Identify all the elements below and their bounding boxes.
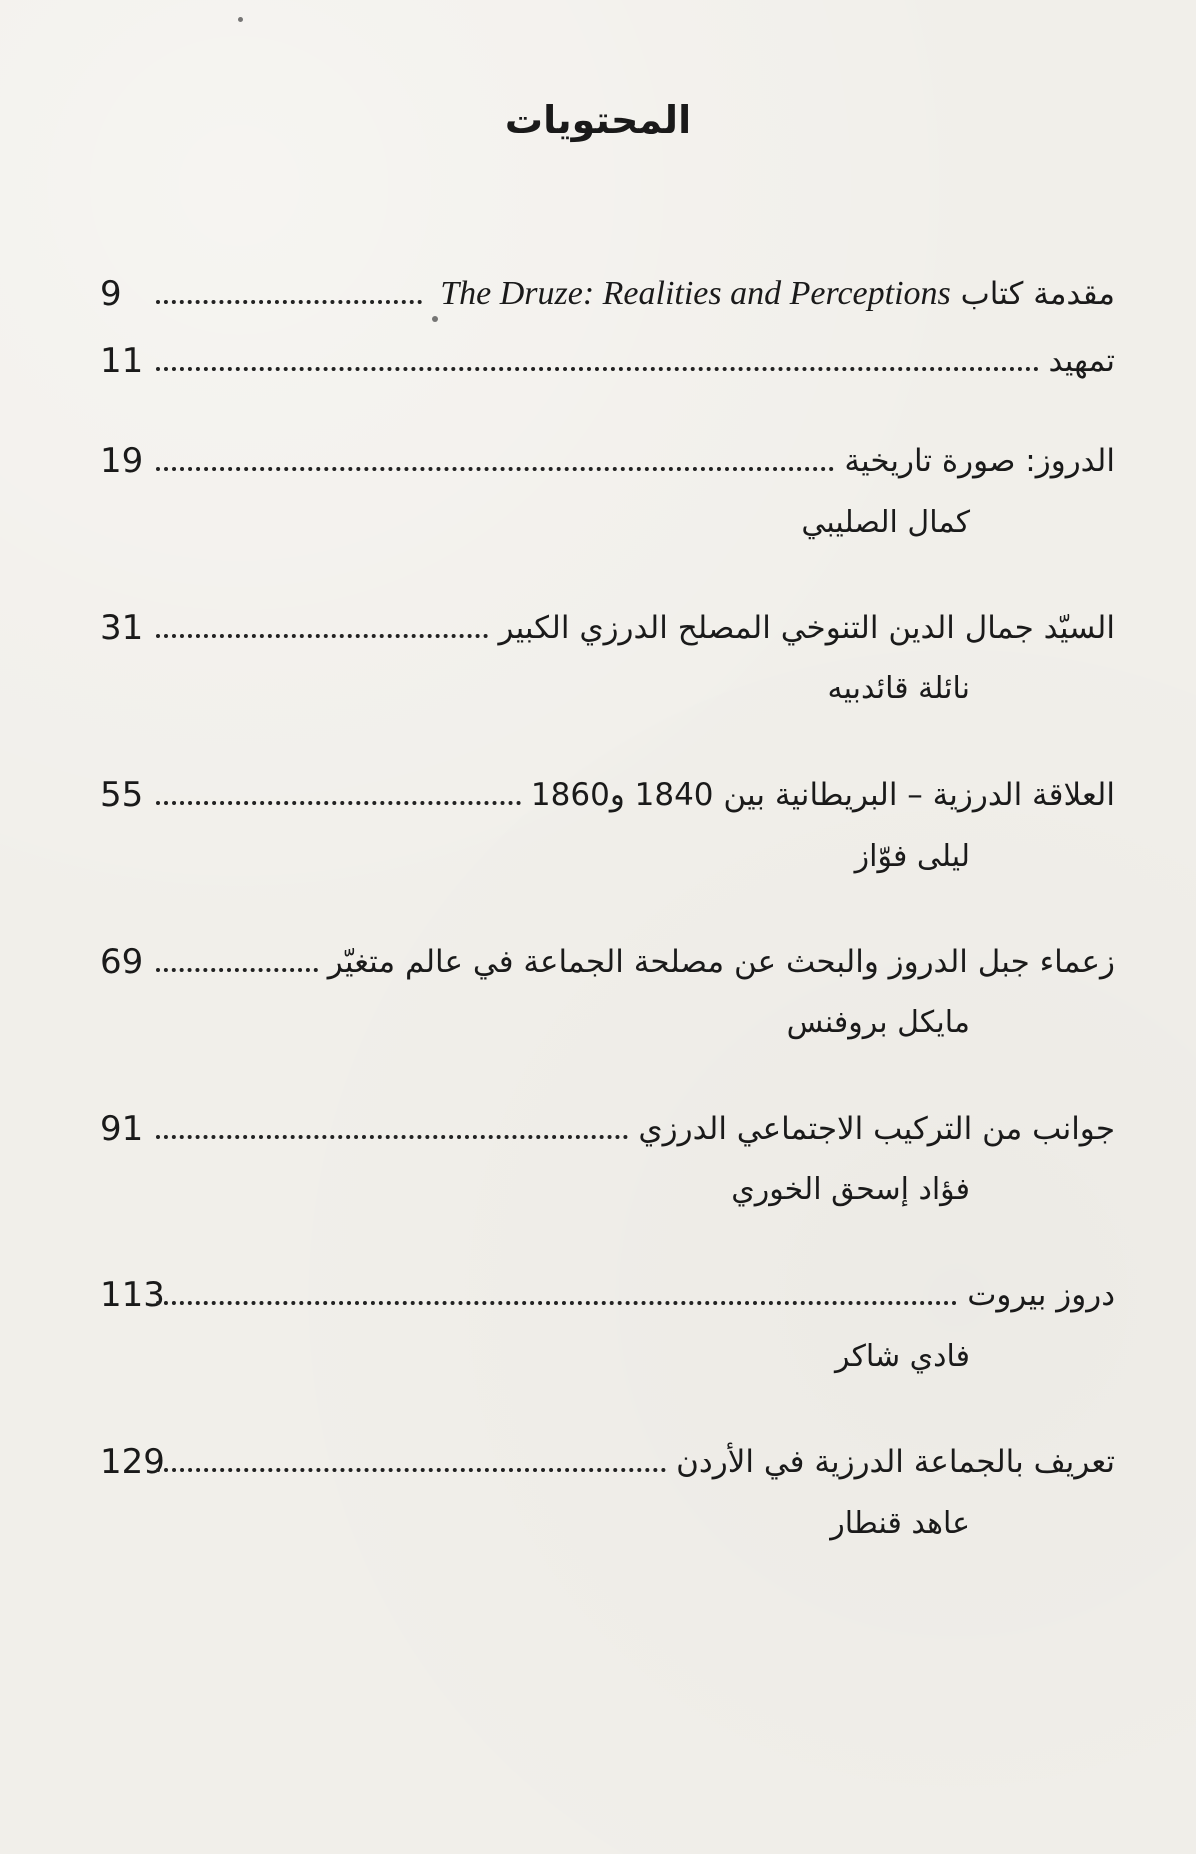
chapter-author: نائلة قائدبيه [827,671,970,706]
entry-title: تمهيد [1048,342,1115,379]
table-of-contents [100,0,1115,1854]
page-number: 91 [100,1109,144,1149]
page-number: 69 [100,942,144,982]
leader-dots [156,634,488,638]
chapter-author: عاهد قنطار [830,1506,970,1541]
leader-dots [156,1135,628,1139]
toc-row-chapter-7 [100,1438,1115,1486]
entry-title: العلاقة الدرزية – البريطانية بين 1840 و1860 [530,776,1115,813]
entry-title-english: The Druze: Realities and Perceptions [440,275,951,312]
entry-title: زعماء جبل الدروز والبحث عن مصلحة الجماعة في عالم متغيّر [327,943,1115,980]
toc-row-chapter-3 [100,771,1115,819]
chapter-author: ليلى فوّاز [854,839,970,874]
toc-row-introduction [100,270,1115,318]
entry-title: جوانب من التركيب الاجتماعي الدرزي [638,1110,1115,1147]
leader-dots [156,467,834,471]
page-number: 9 [100,274,122,314]
entry-title: تعريف بالجماعة الدرزية في الأردن [676,1443,1115,1480]
leader-dots [156,300,422,304]
page-number: 19 [100,441,144,481]
page-number: 31 [100,608,144,648]
leader-dots [156,801,521,805]
leader-dots [156,1301,957,1305]
leader-dots [156,367,1039,371]
entry-title [432,277,1115,311]
chapter-author: كمال الصليبي [801,505,970,540]
entry-title-arabic: مقدمة كتاب [960,276,1115,312]
entry-title: دروز بيروت [967,1276,1115,1313]
page-number: 11 [100,341,144,381]
paper-speck [238,17,243,22]
page-number: 129 [100,1442,165,1482]
leader-dots [156,1468,666,1472]
toc-row-chapter-2 [100,604,1115,652]
page-number: 55 [100,775,144,815]
toc-row-preface [100,337,1115,385]
page-number: 113 [100,1275,165,1315]
chapter-author: فادي شاكر [835,1339,970,1374]
chapter-author: مايكل بروفنس [786,1005,970,1040]
entry-title: السيّد جمال الدين التنوخي المصلح الدرزي الكبير [498,609,1115,646]
paper-speck [432,316,438,322]
toc-row-chapter-5 [100,1105,1115,1153]
contents-heading: المحتويات [504,98,692,142]
toc-row-chapter-4 [100,938,1115,986]
toc-row-chapter-6 [100,1271,1115,1319]
chapter-author: فؤاد إسحق الخوري [731,1172,970,1207]
leader-dots [156,968,318,972]
entry-title: الدروز: صورة تاريخية [844,442,1115,479]
toc-row-chapter-1 [100,437,1115,485]
